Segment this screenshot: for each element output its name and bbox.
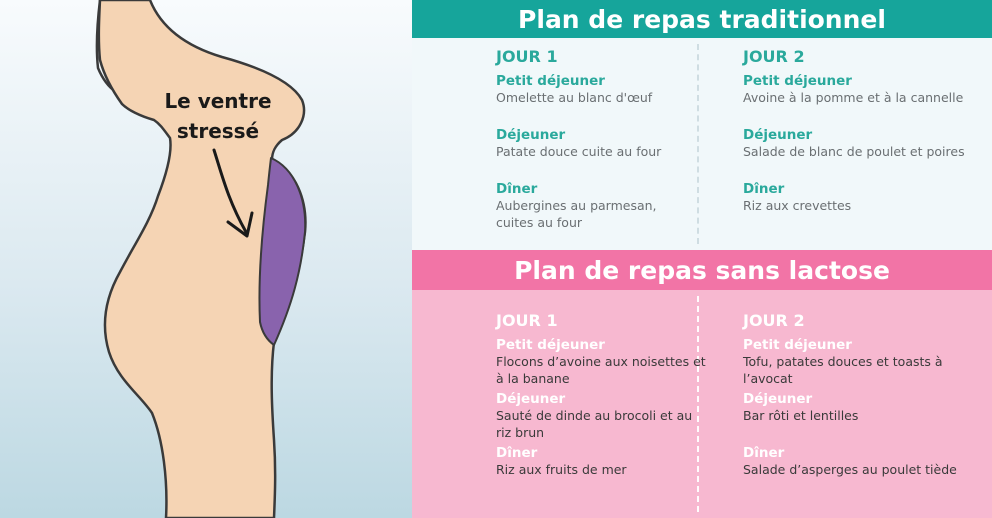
meal-name: Déjeuner: [496, 391, 566, 407]
meal-lunch: [496, 391, 711, 441]
day-title: JOUR 2: [743, 311, 805, 330]
meal-name: Petit déjeuner: [743, 73, 852, 89]
meal-dinner: [743, 181, 988, 214]
meal-description: Riz aux crevettes: [743, 198, 852, 213]
meal-breakfast: [743, 73, 988, 106]
day-title: JOUR 1: [496, 47, 558, 66]
traditional-plan-title: Plan de repas traditionnel: [412, 0, 992, 38]
day-title: JOUR 1: [496, 311, 558, 330]
meal-name: Dîner: [496, 445, 538, 461]
lactose-free-plan-title: Plan de repas sans lactose: [412, 250, 992, 290]
meal-dinner: [496, 181, 681, 231]
body-silhouette-illustration: [0, 0, 412, 518]
traditional-day-2: [743, 47, 965, 213]
meal-name: Dîner: [496, 181, 538, 197]
meal-name: Déjeuner: [743, 391, 813, 407]
meal-description: Tofu, patates douces et toasts à l’avocat: [743, 354, 943, 386]
meal-description: Sauté de dinde au brocoli et au riz brun: [496, 408, 693, 440]
meal-lunch: [743, 391, 983, 424]
meal-description: Bar rôti et lentilles: [743, 408, 859, 423]
meal-description: Omelette au blanc d'œuf: [496, 90, 653, 105]
lactose-free-meal-plan: [412, 250, 992, 518]
meal-breakfast: [496, 337, 711, 387]
traditional-day-1: [496, 47, 706, 230]
meal-description: Salade d’asperges au poulet tiède: [743, 462, 957, 477]
meal-name: Déjeuner: [743, 127, 813, 143]
meal-name: Petit déjeuner: [496, 337, 605, 353]
lactose-free-day-1: [496, 311, 706, 477]
illustration-panel: [0, 0, 412, 518]
belly-label-line2: stressé: [176, 119, 260, 143]
meal-name: Petit déjeuner: [496, 73, 605, 89]
meal-description: Salade de blanc de poulet et poires: [743, 144, 965, 159]
meal-description: Flocons d’avoine aux noisettes et à la banane: [496, 354, 706, 386]
meal-name: Dîner: [743, 445, 785, 461]
meal-description: Aubergines au parmesan, cuites au four: [496, 198, 657, 230]
belly-label: [148, 86, 288, 146]
meal-description: Avoine à la pomme et à la cannelle: [743, 90, 964, 105]
meal-breakfast: [496, 73, 711, 106]
meal-dinner: [743, 445, 988, 478]
meal-breakfast: [743, 337, 983, 387]
meal-description: Riz aux fruits de mer: [496, 462, 627, 477]
lactose-free-day-2: [743, 311, 957, 477]
day-title: JOUR 2: [743, 47, 805, 66]
belly-label-line1: Le ventre: [164, 89, 272, 113]
traditional-meal-plan: [412, 0, 992, 250]
meal-description: Patate douce cuite au four: [496, 144, 662, 159]
meal-lunch: [496, 127, 711, 160]
meal-lunch: [743, 127, 988, 160]
meal-name: Petit déjeuner: [743, 337, 852, 353]
meal-dinner: [496, 445, 711, 478]
meal-name: Déjeuner: [496, 127, 566, 143]
meal-name: Dîner: [743, 181, 785, 197]
